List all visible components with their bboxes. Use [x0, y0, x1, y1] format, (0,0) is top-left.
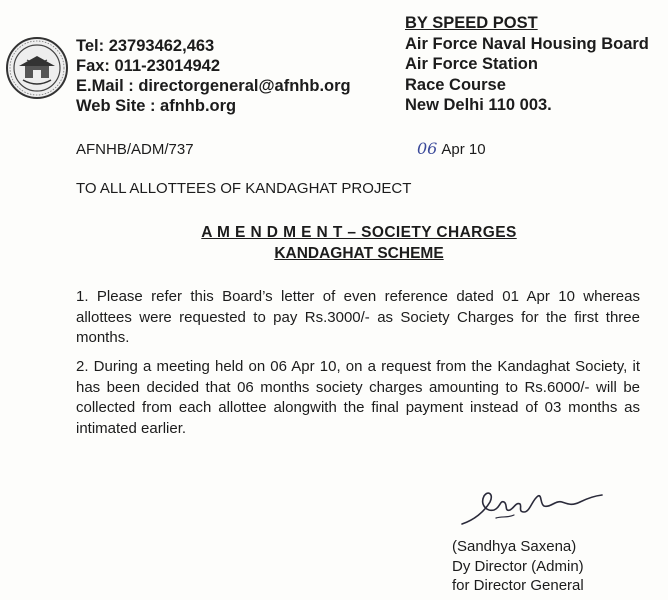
website: Web Site : afnhb.org [76, 97, 237, 115]
subject-line-1: A M E N D M E N T – SOCIETY CHARGES [201, 224, 517, 241]
paragraph-2: 2. During a meeting held on 06 Apr 10, on a request from the Kandaghat Society, it has been decided that 06 months society charges amounting to Rs.6000/- will be collected from each allottee alongwith the final payment instead of 03 months as intimated earlier. [76, 358, 640, 437]
email: E.Mail : directorgeneral@afnhb.org [76, 77, 351, 95]
address-line-2: Air Force Station [405, 55, 538, 73]
telephone: Tel: 23793462,463 [76, 37, 215, 55]
handwritten-signature-icon [456, 482, 606, 530]
signature [456, 482, 606, 530]
sender-address [405, 13, 649, 116]
subject-line-2: KANDAGHAT SCHEME [274, 245, 444, 262]
address-line-1: Air Force Naval Housing Board [405, 34, 649, 53]
subject [0, 222, 668, 264]
contact-block [76, 36, 351, 116]
address-line-4: New Delhi 110 003. [405, 96, 552, 114]
signatory-for: for Director General [452, 577, 584, 594]
address-line-3: Race Course [405, 75, 506, 94]
afnhb-emblem-icon [5, 36, 69, 100]
signatory-block [452, 537, 584, 596]
fax: Fax: 011-23014942 [76, 57, 221, 75]
signatory-name: (Sandhya Saxena) [452, 538, 577, 555]
handwritten-day: 06 [417, 139, 438, 158]
afnhb-logo [5, 36, 69, 100]
delivery-mode: BY SPEED POST [405, 14, 538, 32]
letter-date [417, 139, 486, 158]
addressee: TO ALL ALLOTTEES OF KANDAGHAT PROJECT [76, 180, 412, 197]
paragraph-1: 1. Please refer this Board’s letter of even reference dated 01 Apr 10 whereas allottees were requested to pay Rs.3000/- as Society Charges for the first three months. [76, 288, 640, 346]
reference-number: AFNHB/ADM/737 [76, 141, 194, 158]
signatory-designation: Dy Director (Admin) [452, 557, 584, 575]
date-month-year: Apr 10 [441, 141, 486, 158]
